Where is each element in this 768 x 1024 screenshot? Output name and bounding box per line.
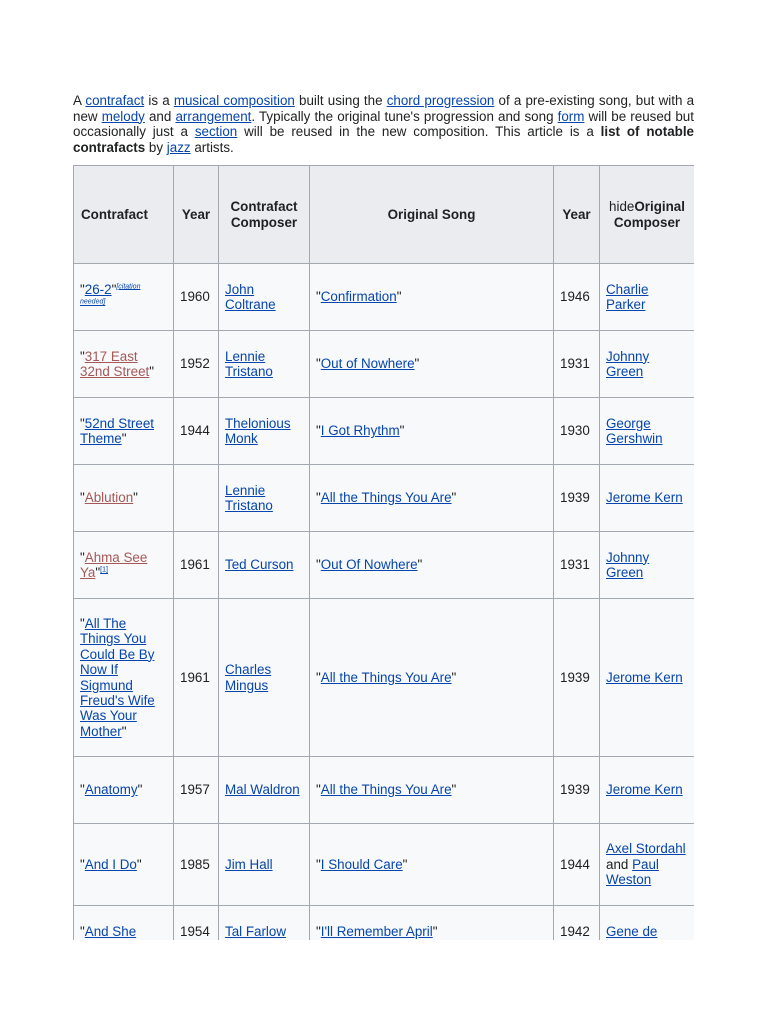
cell-original-song — [310, 264, 554, 331]
cell-original-song — [310, 331, 554, 398]
quote-close: " — [149, 364, 155, 379]
cell-original-year: 1939 — [554, 599, 600, 757]
link-composer[interactable]: Jim Hall — [225, 856, 273, 872]
quote-close: " — [121, 431, 127, 446]
link-original-composer[interactable]: Jerome Kern — [606, 490, 683, 506]
intro-text — [73, 93, 694, 155]
cell-original-year: 1944 — [554, 824, 600, 906]
intro-text-1: A — [73, 93, 86, 108]
link-original-song[interactable]: All the Things You Are — [320, 782, 452, 798]
quote-open: " — [316, 923, 321, 939]
cell-original-composer — [600, 264, 695, 331]
cell-contrafact — [74, 398, 174, 465]
cell-contrafact — [74, 331, 174, 398]
table-row — [74, 465, 695, 532]
quote-close: " — [95, 565, 101, 580]
header-original-composer-label: Original Composer — [613, 199, 685, 230]
link-composer[interactable]: John Coltrane — [225, 281, 276, 312]
header-original-song[interactable]: Original Song — [310, 166, 554, 264]
cell-original-composer — [600, 331, 695, 398]
quote-close: " — [451, 669, 457, 685]
link-contrafact-title[interactable]: Anatomy — [84, 782, 138, 798]
quote-close: " — [137, 782, 143, 798]
cell-original-composer — [600, 398, 695, 465]
cell-year: 1954 — [174, 906, 219, 941]
quote-open: " — [80, 782, 85, 798]
cell-composer — [219, 824, 310, 906]
link-contrafact-title[interactable]: And I Do — [84, 856, 137, 872]
header-original-composer[interactable] — [600, 166, 695, 264]
link-composer[interactable]: Charles Mingus — [225, 662, 272, 693]
header-year[interactable]: Year — [174, 166, 219, 264]
cell-year: 1961 — [174, 532, 219, 599]
header-contrafact-composer[interactable]: Contrafact Composer — [219, 166, 310, 264]
quote-close: " — [399, 423, 405, 439]
quote-open: " — [316, 856, 321, 872]
cell-original-composer — [600, 465, 695, 532]
link-composer[interactable]: Lennie Tristano — [225, 348, 273, 379]
quote-open: " — [316, 557, 321, 573]
quote-close: " — [417, 557, 423, 573]
table-row — [74, 906, 695, 941]
quote-close: " — [396, 289, 402, 305]
link-musical-composition[interactable]: musical composition — [173, 93, 295, 108]
cell-original-song — [310, 906, 554, 941]
link-original-composer[interactable]: Jerome Kern — [606, 669, 683, 685]
quote-close: " — [111, 281, 117, 297]
intro-text-3: built using the — [294, 93, 387, 108]
contrafact-table — [73, 165, 694, 940]
link-contrafact-title[interactable]: Ablution — [84, 490, 134, 506]
link-contrafact-title[interactable]: 317 East 32nd Street — [80, 348, 150, 379]
reference-sup[interactable] — [100, 567, 108, 574]
intro-bold-list: list of notable contrafacts — [73, 124, 694, 155]
cell-composer — [219, 264, 310, 331]
cell-year: 1957 — [174, 757, 219, 824]
link-original-composer[interactable]: Charlie Parker — [606, 281, 649, 312]
cell-composer — [219, 532, 310, 599]
intro-text-8: will be reused in the new composition. This article is a — [237, 124, 601, 140]
quote-close: " — [121, 723, 127, 739]
link-original-composer[interactable]: Jerome Kern — [606, 782, 683, 798]
link-original-song[interactable]: I Should Care — [320, 856, 403, 872]
quote-close: " — [451, 782, 457, 798]
cell-composer — [219, 398, 310, 465]
quote-open: " — [316, 289, 321, 305]
link-composer[interactable]: Ted Curson — [225, 557, 294, 573]
link-contrafact-title[interactable]: And She — [84, 923, 137, 939]
cell-contrafact — [74, 465, 174, 532]
link-section[interactable]: section — [194, 124, 238, 140]
header-original-year[interactable]: Year — [554, 166, 600, 264]
link-melody[interactable]: melody — [101, 108, 145, 124]
cell-year: 1952 — [174, 331, 219, 398]
quote-open: " — [80, 856, 85, 872]
intro-text-9: by — [145, 139, 167, 155]
intro-text-4: of a pre-existing song, but with a new — [73, 93, 695, 124]
quote-open: " — [316, 423, 321, 439]
link-composer[interactable]: Lennie Tristano — [225, 482, 273, 513]
link-original-composer[interactable]: Gene de — [606, 923, 658, 939]
link-form[interactable]: form — [557, 108, 585, 124]
link-original-composer[interactable]: Johnny Green — [606, 549, 650, 580]
link-contrafact-title[interactable]: Ahma See Ya — [80, 549, 148, 580]
quote-close: " — [451, 490, 457, 506]
link-chord-progression[interactable]: chord progression — [386, 93, 495, 108]
cell-year: 1944 — [174, 398, 219, 465]
quote-open: " — [80, 281, 85, 297]
cell-original-song — [310, 824, 554, 906]
quote-close: " — [432, 923, 438, 939]
link-original-song[interactable]: I'll Remember April — [320, 923, 433, 939]
link-composer[interactable]: Thelonious Monk — [225, 415, 291, 446]
link-contrafact[interactable]: contrafact — [85, 93, 145, 108]
cell-original-year: 1946 — [554, 264, 600, 331]
cell-original-song — [310, 465, 554, 532]
quote-open: " — [80, 923, 85, 939]
link-jazz[interactable]: jazz — [166, 139, 191, 155]
cell-year: 1985 — [174, 824, 219, 906]
link-original-song[interactable]: Out of Nowhere — [320, 356, 415, 372]
quote-open: " — [80, 415, 85, 431]
composer-conjunction: and — [606, 856, 633, 872]
cell-original-song — [310, 599, 554, 757]
quote-close: " — [133, 490, 138, 506]
table-row — [74, 398, 695, 465]
cell-contrafact — [74, 757, 174, 824]
quote-open: " — [316, 490, 321, 506]
quote-close: " — [136, 856, 142, 872]
contrafact-table-wrapper — [73, 165, 694, 940]
quote-open: " — [80, 615, 85, 631]
quote-open: " — [316, 669, 321, 685]
intro-text-5: and — [144, 108, 176, 124]
cell-contrafact — [74, 906, 174, 941]
table-row — [74, 757, 695, 824]
link-original-song[interactable]: All the Things You Are — [320, 669, 452, 685]
cell-contrafact — [74, 532, 174, 599]
link-composer[interactable]: Tal Farlow — [225, 923, 287, 939]
cell-original-year: 1942 — [554, 906, 600, 941]
cell-original-year: 1931 — [554, 331, 600, 398]
link-original-composer-a[interactable]: Axel Stordahl — [606, 841, 686, 857]
intro-text-7: will be reused but occasionally just a — [73, 108, 694, 140]
quote-close: " — [414, 356, 420, 372]
quote-close: " — [402, 856, 408, 872]
cell-original-year: 1930 — [554, 398, 600, 465]
cell-original-song — [310, 757, 554, 824]
intro-text-10: artists. — [190, 139, 234, 155]
cell-composer — [219, 331, 310, 398]
cell-year: 1960 — [174, 264, 219, 331]
link-original-song[interactable]: I Got Rhythm — [320, 423, 400, 439]
cell-contrafact — [74, 824, 174, 906]
cell-original-song — [310, 532, 554, 599]
cell-original-composer — [600, 757, 695, 824]
cell-original-composer — [600, 824, 695, 906]
cell-original-year: 1939 — [554, 757, 600, 824]
cell-original-composer — [600, 906, 695, 941]
link-contrafact-title[interactable]: All The Things You Could Be By Now If Sigmund Freud's Wife Was Your Mother — [80, 615, 155, 739]
link-original-song[interactable]: Confirmation — [320, 289, 397, 305]
table-row — [74, 264, 695, 331]
table-header-row — [74, 166, 695, 264]
cell-original-composer — [600, 532, 695, 599]
quote-open: " — [316, 782, 321, 798]
cell-composer — [219, 465, 310, 532]
cell-original-year: 1939 — [554, 465, 600, 532]
quote-open: " — [80, 549, 85, 565]
link-original-song[interactable]: All the Things You Are — [320, 490, 452, 506]
link-contrafact-title[interactable]: 52nd Street Theme — [80, 415, 155, 446]
link-original-composer-b[interactable]: Paul Weston — [606, 856, 659, 888]
cell-composer — [219, 906, 310, 941]
cell-original-year: 1931 — [554, 532, 600, 599]
table-row — [74, 331, 695, 398]
cell-composer — [219, 599, 310, 757]
intro-text-6: . Typically the original tune's progression and song — [251, 108, 558, 124]
cell-contrafact — [74, 264, 174, 331]
reference-link[interactable]: [1] — [100, 566, 108, 574]
cell-composer — [219, 757, 310, 824]
cell-original-song — [310, 398, 554, 465]
table-row — [74, 532, 695, 599]
link-contrafact-title[interactable]: 26-2 — [84, 281, 112, 297]
cell-original-composer — [600, 599, 695, 757]
link-composer[interactable]: Mal Waldron — [225, 782, 300, 798]
cell-contrafact — [74, 599, 174, 757]
quote-open: " — [80, 490, 85, 506]
link-arrangement[interactable]: arrangement — [175, 108, 252, 124]
quote-open: " — [316, 356, 321, 372]
header-contrafact[interactable]: Contrafact — [74, 166, 174, 264]
hide-toggle-link[interactable]: hide — [609, 199, 635, 215]
link-original-song[interactable]: Out Of Nowhere — [320, 557, 418, 573]
link-original-composer[interactable]: George Gershwin — [606, 415, 663, 446]
cell-year: 1961 — [174, 599, 219, 757]
quote-open: " — [80, 348, 85, 364]
intro-text-2: is a — [144, 93, 174, 108]
table-row — [74, 824, 695, 906]
table-row — [74, 599, 695, 757]
cell-year — [174, 465, 219, 532]
citation-needed-link[interactable]: [citation needed] — [80, 283, 141, 306]
intro-paragraph — [73, 93, 694, 155]
link-original-composer[interactable]: Johnny Green — [606, 348, 650, 379]
